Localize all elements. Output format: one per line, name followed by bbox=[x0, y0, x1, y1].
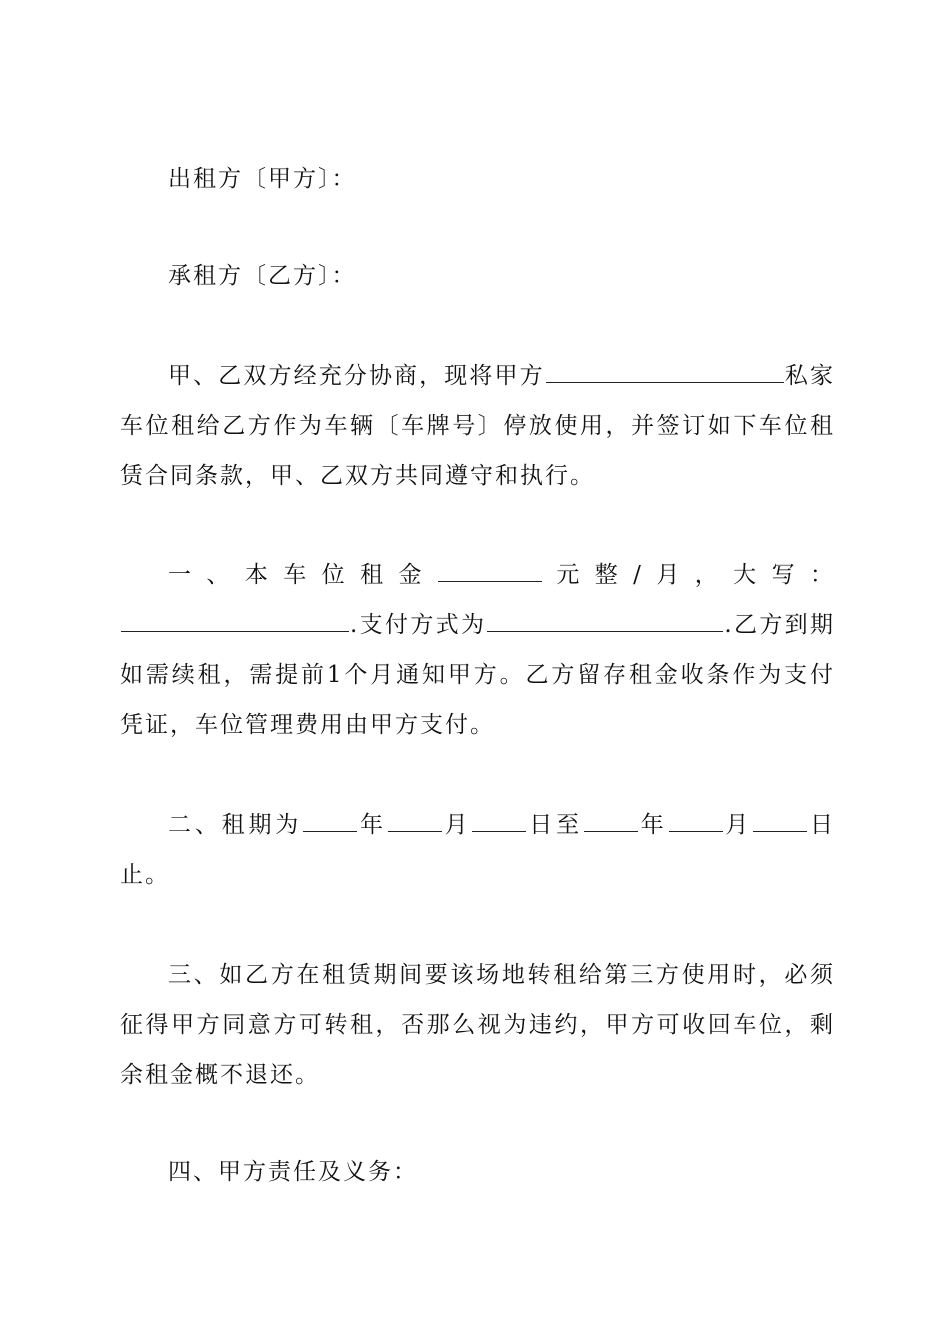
clause-2-day-end: 日止。 bbox=[120, 812, 836, 888]
clause-1-text-b: 元整/月，大写： bbox=[542, 562, 836, 588]
clause-4: 四、甲方责任及义务： bbox=[168, 1159, 418, 1185]
intro-paragraph bbox=[120, 351, 835, 501]
clause-2 bbox=[120, 800, 835, 900]
blank-start-year bbox=[303, 813, 357, 832]
blank-start-month bbox=[388, 813, 442, 832]
blank-private-space bbox=[546, 364, 784, 383]
intro-text-b: 私家车位租给乙方作为车辆〔车牌号〕停放使用，并签订如下车位租赁合同条款，甲、乙双方共同遵守和执行。 bbox=[120, 363, 836, 489]
clause-2-text-a: 二、租期为 bbox=[168, 812, 303, 838]
clause-1-text-d: .乙方到期如需续租，需提前1个月通知甲方。乙方留存租金收条作为支付凭证，车位管理费用由甲方支付。 bbox=[120, 612, 836, 738]
clause-1-text-c: .支付方式为 bbox=[350, 612, 487, 638]
blank-payment-method bbox=[487, 613, 723, 632]
lessor-line: 出租方〔甲方〕： bbox=[168, 166, 357, 192]
clause-2-day-to: 日至 bbox=[527, 812, 583, 838]
blank-rent-uppercase bbox=[121, 613, 349, 632]
clause-2-month-2: 月 bbox=[723, 812, 753, 838]
clause-1 bbox=[120, 550, 835, 750]
blank-start-day bbox=[472, 813, 526, 832]
clause-1-text-a: 一、本车位租金 bbox=[168, 562, 437, 588]
blank-end-month bbox=[669, 813, 723, 832]
blank-rent-amount bbox=[438, 563, 542, 582]
blank-end-year bbox=[584, 813, 638, 832]
blank-end-day bbox=[753, 813, 807, 832]
intro-text-a: 甲、乙双方经充分协商，现将甲方 bbox=[168, 363, 545, 389]
clause-3: 三、如乙方在租赁期间要该场地转租给第三方使用时，必须征得甲方同意方可转租，否那么视为违约，甲方可收回车位，剩余租金概不退还。 bbox=[120, 962, 835, 1088]
lessee-line: 承租方〔乙方〕： bbox=[168, 263, 357, 289]
clause-2-year: 年 bbox=[358, 812, 387, 838]
clause-2-month: 月 bbox=[442, 812, 472, 838]
clause-2-year-2: 年 bbox=[638, 812, 668, 838]
